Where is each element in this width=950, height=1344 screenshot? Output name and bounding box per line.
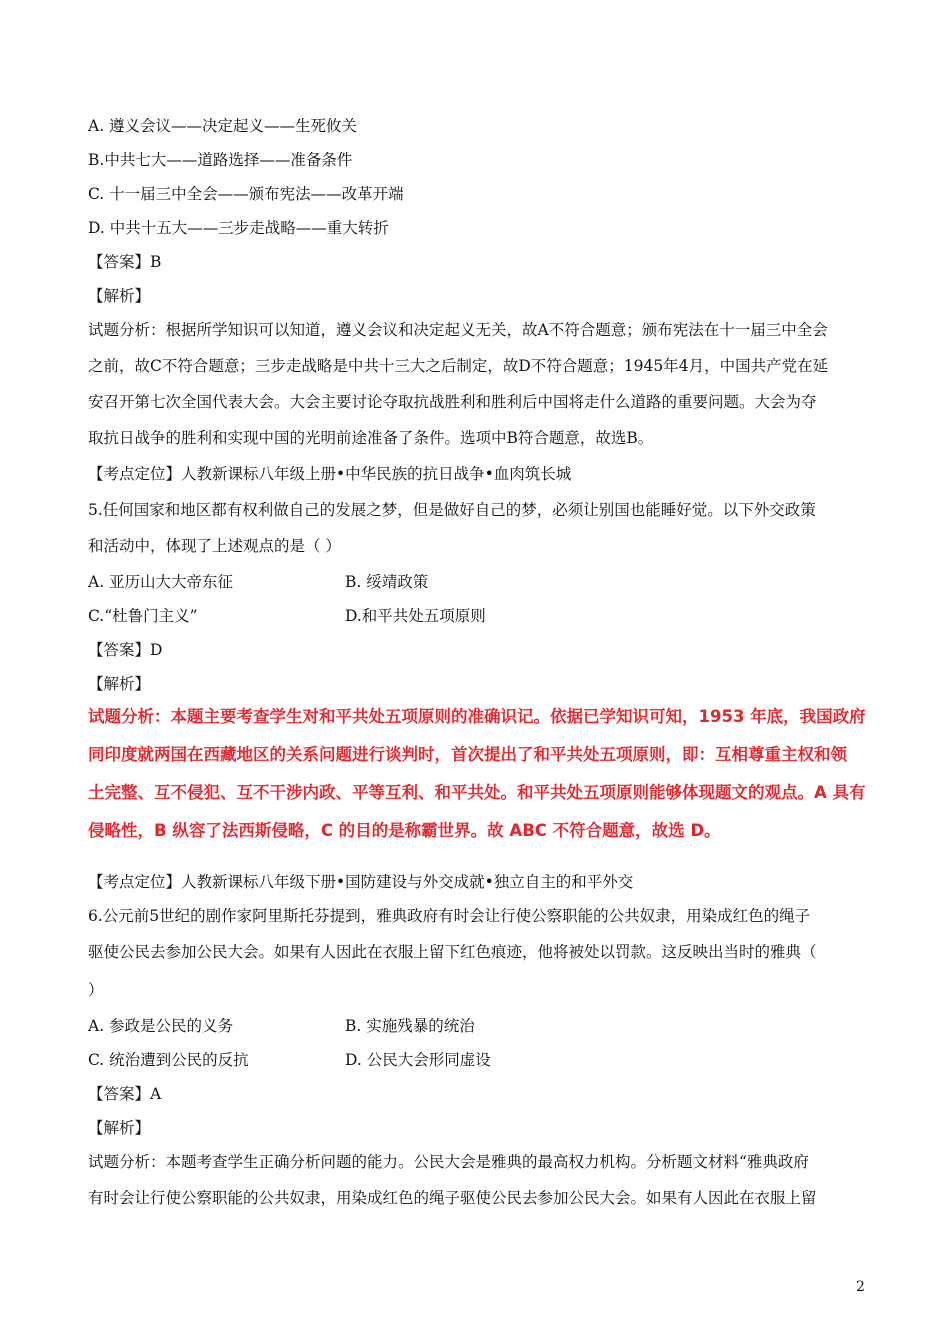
q4-analysis-line: 安召开第七次全国代表大会。大会主要讨论夺取抗战胜利和胜利后中国将走什么道路的重要问题。大会为夺 bbox=[88, 393, 817, 411]
q6-analysis-label: 【解析】 bbox=[88, 1119, 151, 1137]
q6-stem-line: 驱使公民去参加公民大会。如果有人因此在衣服上留下红色痕迹，他将被处以罚款。这反映出当时的雅典（ bbox=[88, 943, 817, 961]
q5-option-c: C.“杜鲁门主义” bbox=[88, 607, 198, 625]
q4-option-b: B.中共七大——道路选择——准备条件 bbox=[88, 151, 353, 169]
q4-analysis-line: 之前，故C不符合题意；三步走战略是中共十三大之后制定，故D不符合题意；1945年4月，中国共产党在延 bbox=[88, 357, 829, 375]
q4-analysis-label: 【解析】 bbox=[88, 287, 151, 305]
q6-option-c: C. 统治遭到公民的反抗 bbox=[88, 1051, 249, 1069]
q6-analysis-line: 试题分析：本题考查学生正确分析问题的能力。公民大会是雅典的最高权力机构。分析题文材料“雅典政府 bbox=[88, 1153, 809, 1171]
q4-option-a: A. 遵义会议——决定起义——生死攸关 bbox=[88, 117, 358, 135]
q4-kaodian: 【考点定位】人教新课标八年级上册•中华民族的抗日战争•血肉筑长城 bbox=[88, 465, 572, 483]
q6-option-d: D. 公民大会形同虚设 bbox=[345, 1051, 491, 1069]
q4-option-c: C. 十一届三中全会——颁布宪法——改革开端 bbox=[88, 185, 404, 203]
q4-option-d: D. 中共十五大——三步走战略——重大转折 bbox=[88, 219, 389, 237]
q5-analysis-line-highlight: 同印度就两国在西藏地区的关系问题进行谈判时，首次提出了和平共处五项原则，即：互相尊重主权和领 bbox=[88, 745, 847, 764]
q5-analysis-line-highlight: 土完整、互不侵犯、互不干涉内政、平等互利、和平共处。和平共处五项原则能够体现题文的观点。A 具有 bbox=[88, 783, 866, 802]
q6-stem-line: 6.公元前5世纪的剧作家阿里斯托芬提到，雅典政府有时会让行使公察职能的公共奴隶，用染成红色的绳子 bbox=[88, 907, 811, 925]
q6-option-b: B. 实施残暴的统治 bbox=[345, 1017, 475, 1035]
q6-analysis-line: 有时会让行使公察职能的公共奴隶，用染成红色的绳子驱使公民去参加公民大会。如果有人因此在衣服上留 bbox=[88, 1189, 817, 1207]
q6-stem-line: ） bbox=[88, 981, 104, 999]
q5-kaodian: 【考点定位】人教新课标八年级下册•国防建设与外交成就•独立自主的和平外交 bbox=[88, 873, 634, 891]
q5-option-d: D.和平共处五项原则 bbox=[345, 607, 486, 625]
q4-analysis-line: 取抗日战争的胜利和实现中国的光明前途准备了条件。选项中B符合题意，故选B。 bbox=[88, 429, 654, 447]
page-number: 2 bbox=[856, 1279, 865, 1295]
q6-option-a: A. 参政是公民的义务 bbox=[88, 1017, 234, 1035]
q5-stem-line: 5.任何国家和地区都有权利做自己的发展之梦，但是做好自己的梦，必须让别国也能睡好觉。以下外交政策 bbox=[88, 501, 816, 519]
q5-stem-line: 和活动中，体现了上述观点的是（ ） bbox=[88, 537, 341, 555]
q5-answer: 【答案】D bbox=[88, 641, 163, 659]
q6-answer: 【答案】A bbox=[88, 1085, 162, 1103]
q4-answer: 【答案】B bbox=[88, 253, 162, 271]
q5-option-b: B. 绥靖政策 bbox=[345, 573, 429, 591]
q4-analysis-line: 试题分析：根据所学知识可以知道，遵义会议和决定起义无关，故A不符合题意；颁布宪法在十一届三中全会 bbox=[88, 321, 828, 339]
q5-option-a: A. 亚历山大大帝东征 bbox=[88, 573, 234, 591]
q5-analysis-line-highlight: 试题分析：本题主要考查学生对和平共处五项原则的准确识记。依据已学知识可知，1953 年底，我国政府 bbox=[88, 707, 866, 726]
q5-analysis-label: 【解析】 bbox=[88, 675, 151, 693]
q5-analysis-line-highlight: 侵略性，B 纵容了法西斯侵略，C 的目的是称霸世界。故 ABC 不符合题意，故选 D。 bbox=[88, 821, 721, 840]
